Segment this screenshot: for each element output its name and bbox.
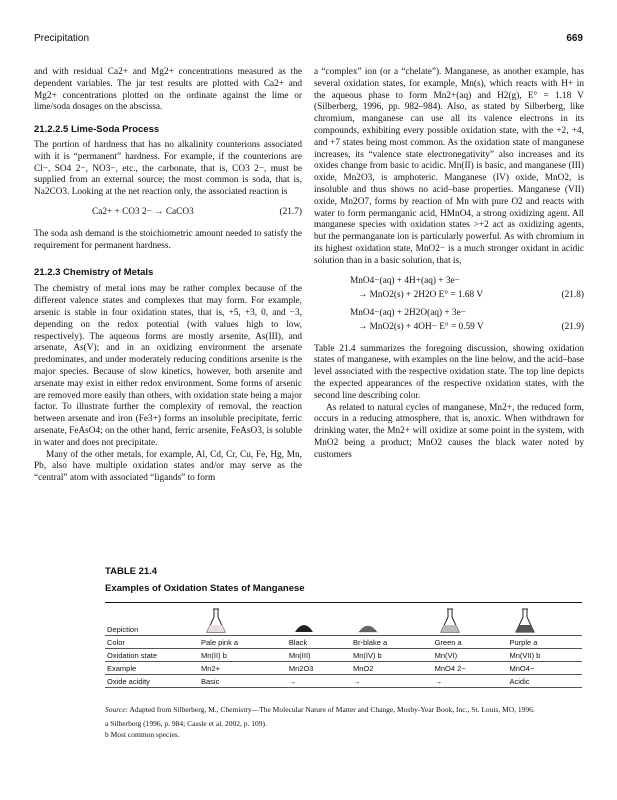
table-cell: → (351, 675, 433, 688)
row-label: Oxide acidity (105, 675, 199, 688)
equation-21-9-line-1: MnO4−(aq) + 2H2O(aq) + 3e− (350, 307, 466, 318)
table-cell (199, 603, 287, 636)
table-cell (287, 603, 351, 636)
page-number: 669 (566, 33, 583, 44)
equation-21-9-line-2: → MnO2(s) + 4OH− E° = 0.59 V (358, 321, 484, 332)
row-label: Depiction (105, 603, 199, 636)
table-cell: MnO4− (508, 662, 583, 675)
table-cell: Mn(IV) b (351, 649, 433, 662)
flask-icon (514, 608, 536, 634)
section-heading-chemistry-metals: 21.2.3 Chemistry of Metals (34, 266, 154, 278)
equation-21-8 (314, 276, 584, 304)
table-cell: Purple a (508, 636, 583, 649)
table-row-example (105, 662, 582, 675)
table-cell: Basic (199, 675, 287, 688)
equation-21-8-line-2: → MnO2(s) + 2H2O E° = 1.68 V (358, 289, 484, 300)
oxidation-states-table (105, 602, 582, 688)
table-row-oxidation-state (105, 649, 582, 662)
table-cell: Mn(VI) (433, 649, 508, 662)
right-paragraph-1: a “complex” ion (or a “chelate”). Manganese, as another example, has several oxidation states, for example, Mn(s), which reacts with H+ in the aqueous phase to form Mn2+(aq) and H2(g), E° = 1.18 V (Silberberg, 1996, pp. 982–984). Also, as stated by Silberberg, like chromium, manganese can use all its valence electrons in its compounds, exhibiting every possible oxidation state, with the +2, +4, and +7 states being most common. As the oxidation state of manganese increases, its “valence state electronegativity” also increases and its oxides change from basic to acidic. Mn(II) is basic, and manganese (III) oxide, Mn2O3, is amphoteric. Manganese (IV) oxide, MnO2, is insoluble and thus shows no acid–base properties. Manganese (VII) oxide, Mn2O7, forms by reaction of Mn with pure O2 and reacts with water to form permanganic acid, HMnO4, a strong oxidizing agent. All manganese species with oxidation states >+2 act as oxidizing agents, but the permanganate ion is particularly powerful. As with chromium in its highest oxidation state, MnO2− is a much stronger oxidant in acidic solution than in a basic solution, that is, (314, 67, 584, 266)
table-cell: MnO4 2− (433, 662, 508, 675)
left-paragraph-4: The chemistry of metal ions may be rather complex because of the different valence states and complexes that may form. For example, arsenic is stable in four oxidation states, that is, +5, +3, 0, and −3, depending on the redox potential (with values high to low, respectively). The aqueous forms are mostly arsenite, As(III), and arsenate, As(V); and in an oxidizing environment the arsenate predominates, and under moderately reducing conditions arsenite is the major species. Because of slow kinetics, however, both arsenite and arsenate may exist in either redox environment. Some forms of arsenic are removed more easily than others, with oxidation state being a major factor. To illustrate further the complexity of removal, the reaction between arsenate and iron (Fe3+) forms an insoluble precipitate, ferric arsenate, FeAsO4; on the other hand, ferric arsenite, FeAsO3, is soluble in water and does not precipitate. (34, 284, 302, 448)
equation-21-9-number: (21.9) (561, 321, 584, 332)
table-cell (351, 603, 433, 636)
table-cell: Pale pink a (199, 636, 287, 649)
row-label: Example (105, 662, 199, 675)
table-source-label: Source: (105, 705, 129, 714)
table-footnote-b: b Most common species. (105, 730, 180, 739)
row-label: Oxidation state (105, 649, 199, 662)
precipitate-pile-icon (357, 608, 379, 634)
table-cell: → (287, 675, 351, 688)
table-notes (105, 704, 585, 741)
table-cell: Acidic (508, 675, 583, 688)
table-cell (433, 603, 508, 636)
section-heading-lime-soda: 21.2.2.5 Lime-Soda Process (34, 124, 160, 136)
flask-icon (205, 608, 227, 634)
equation-21-8-number: (21.8) (561, 289, 584, 300)
precipitate-pile-icon (293, 608, 315, 634)
table-row-oxide-acidity (105, 675, 582, 688)
equation-21-7 (34, 207, 302, 221)
left-paragraph-5: Many of the other metals, for example, Al, Cd, Cr, Cu, Fe, Hg, Mn, Pb, also have multiple oxidation states and/or may serve as the “central” atom with associated “ligands” to form (34, 449, 302, 484)
running-header-section: Precipitation (34, 33, 90, 44)
table-row-color (105, 636, 582, 649)
table-cell: Mn(III) (287, 649, 351, 662)
table-cell (508, 603, 583, 636)
table-cell: Black (287, 636, 351, 649)
table-title: Examples of Oxidation States of Manganese (105, 583, 305, 594)
table-cell: Mn2+ (199, 662, 287, 675)
running-header (34, 33, 583, 47)
table-cell: → (433, 675, 508, 688)
equation-21-9 (314, 308, 584, 336)
equation-21-8-line-1: MnO4−(aq) + 4H+(aq) + 3e− (350, 275, 460, 286)
table-cell: Green a (433, 636, 508, 649)
right-paragraph-3: As related to natural cycles of manganese, Mn2+, the reduced form, occurs in a reducing atmosphere, that is, anoxic. When withdrawn for drinking water, the Mn2+ will oxidize at some point in the system, with MnO2 being a product; MnO2 causes the black water noted by customers (314, 402, 584, 460)
right-paragraph-2: Table 21.4 summarizes the foregoing discussion, showing oxidation states of manganese, with examples on the line below, and the acid–base level associated with the respective oxidation state. The top line depicts the expected appearances of the respective oxidation states, with the second line describing color. (314, 343, 584, 401)
table-footnote-a: a Silberberg (1996, p. 984; Cassle et al. 2002, p. 109). (105, 718, 267, 728)
left-column (34, 67, 302, 485)
table-source-text: Adapted from Silberberg, M., Chemistry—The Molecular Nature of Matter and Change, Mosby-Year Book, Inc., St. Louis, MO, 1996. (129, 705, 535, 714)
table-cell: Mn(VII) b (508, 649, 583, 662)
right-column (314, 67, 584, 462)
table-cell: Mn(II) b (199, 649, 287, 662)
equation-21-7-text: Ca2+ + CO3 2− → CaCO3 (92, 206, 194, 217)
left-paragraph-3: The soda ash demand is the stoichiometric amount needed to satisfy the requirement for permanent hardness. (34, 228, 302, 251)
table-row-depiction (105, 603, 582, 636)
table-caption (105, 566, 305, 594)
flask-icon (439, 608, 461, 634)
table-cell: MnO2 (351, 662, 433, 675)
left-paragraph-1: and with residual Ca2+ and Mg2+ concentrations measured as the dependent variables. The jar test results are plotted with Ca2+ and Mg2+ concentrations plotted on the ordinate against the lime or lime/soda dosages on the abscissa. (34, 67, 302, 113)
table-cell: Br-blake a (351, 636, 433, 649)
table-label: TABLE 21.4 (105, 566, 158, 577)
table-source (105, 704, 585, 716)
table-cell: Mn2O3 (287, 662, 351, 675)
row-label: Color (105, 636, 199, 649)
left-paragraph-2: The portion of hardness that has no alkalinity counterions associated with it is “permanent” hardness. For example, if the counterions are Cl−, SO4 2−, NO3−, etc., the carbonate, that is, CO3 2−, must be supplied from an external source; the most common is soda, that is, Na2CO3. Looking at the net reaction only, the associated reaction is (34, 139, 302, 198)
equation-21-7-number: (21.7) (279, 206, 302, 217)
